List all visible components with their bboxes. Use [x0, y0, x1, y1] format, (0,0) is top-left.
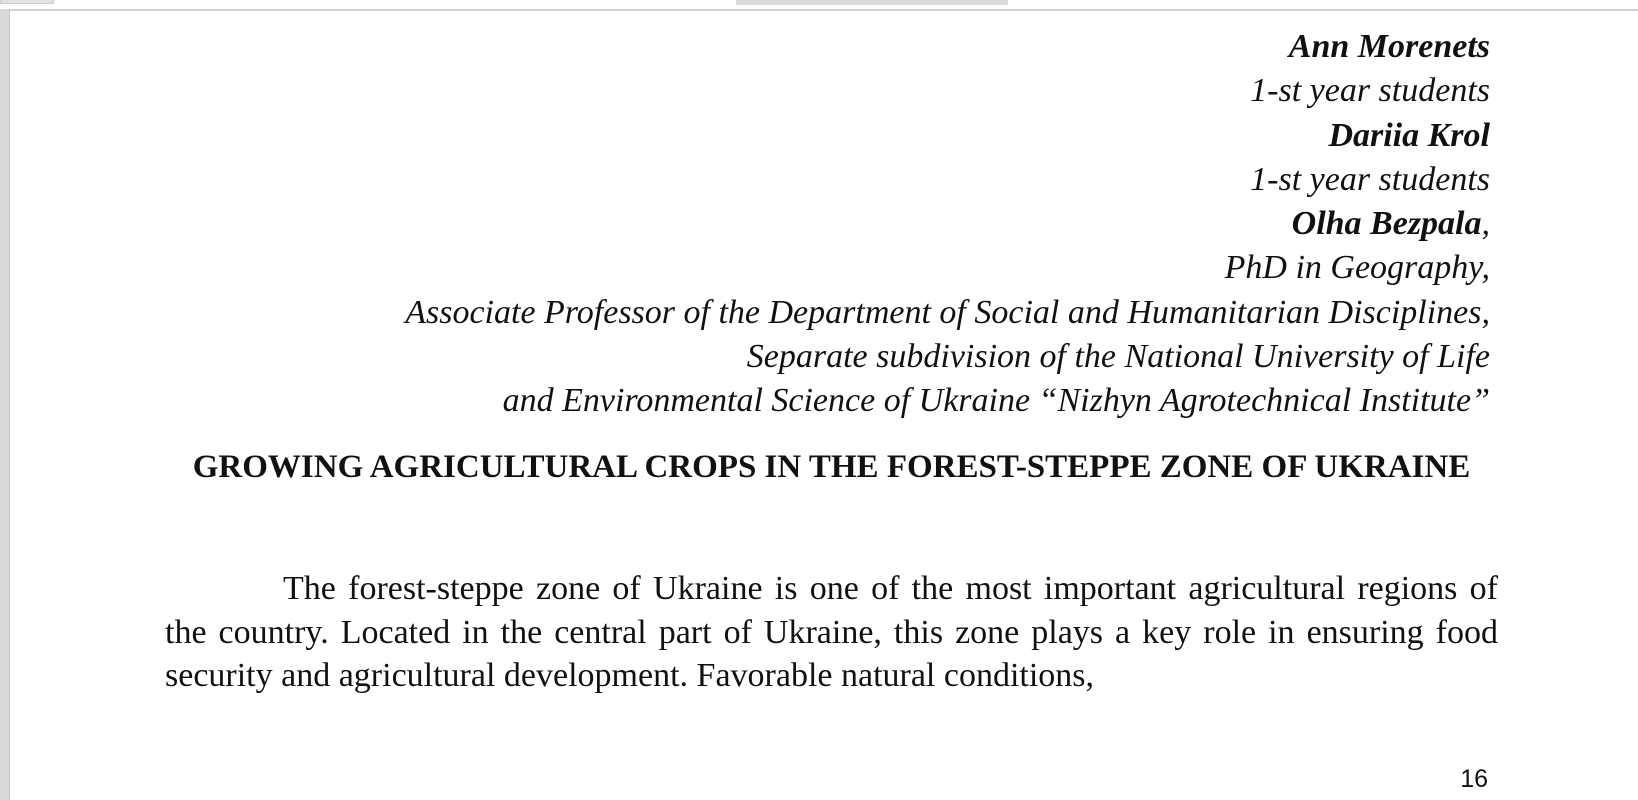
document-page[interactable]	[10, 11, 1638, 800]
top-toolbar-edge	[0, 0, 1638, 11]
horizontal-scroll-thumb[interactable]	[736, 0, 1008, 5]
left-page-margin	[0, 9, 10, 800]
supervisor-affiliation-line1: Separate subdivision of the National University of Life	[746, 338, 1490, 376]
author-name: Dariia Krol	[1328, 116, 1490, 154]
supervisor-affiliation-line2: and Environmental Science of Ukraine “Nizhyn Agrotechnical Institute”	[502, 382, 1490, 420]
supervisor-position: Associate Professor of the Department of Social and Humanitarian Disciplines,	[405, 293, 1490, 331]
author-name: Ann Morenets	[1288, 28, 1490, 65]
supervisor-name-suffix: ,	[1481, 205, 1490, 243]
supervisor-degree: PhD in Geography,	[1224, 249, 1490, 287]
supervisor-name-line	[190, 202, 1490, 246]
article-title: GROWING AGRICULTURAL CROPS IN THE FOREST-STEPPE ZONE OF UKRAINE	[192, 449, 1471, 485]
body-paragraph: The forest-steppe zone of Ukraine is one of the most important agricultural regions of the country. Located in the central part of Ukraine, this zone plays a key role in ensuring food security and agricultural development. Favorable natural conditions,	[165, 570, 1498, 694]
ruler-tab[interactable]	[0, 0, 54, 4]
author-block	[190, 25, 1490, 424]
author-role: 1-st year students	[1250, 160, 1490, 198]
supervisor-name: Olha Bezpala	[1291, 205, 1482, 243]
page-number: 16	[1460, 765, 1488, 793]
author-role: 1-st year students	[1250, 72, 1490, 110]
